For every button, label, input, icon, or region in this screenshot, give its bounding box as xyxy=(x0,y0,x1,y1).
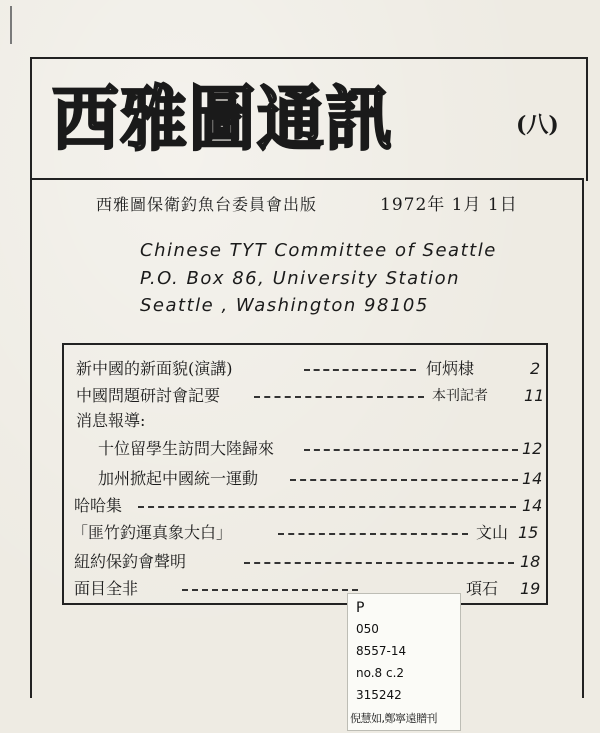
call-number-line: 050 xyxy=(356,622,379,636)
toc-entry-title: 加州掀起中國統一運動 xyxy=(98,469,259,488)
toc-entry-author: 項石 xyxy=(466,579,499,598)
page-frame-right xyxy=(582,178,584,698)
toc-entry-page: 15 xyxy=(518,523,539,542)
leader-dashes xyxy=(304,369,416,371)
call-number-line: 315242 xyxy=(356,688,402,702)
toc-entry-author: 本刊記者 xyxy=(432,388,488,404)
call-number-line: P xyxy=(356,600,365,616)
toc-entry-title: 「匪竹釣運真象大白」 xyxy=(72,523,233,542)
toc-entry-page: 11 xyxy=(524,386,545,405)
toc-entry-title: 面目全非 xyxy=(74,579,139,598)
toc-entry-title: 紐約保釣會聲明 xyxy=(74,552,187,571)
issue-number: (八) xyxy=(516,112,559,138)
staple-mark xyxy=(10,6,16,44)
toc-entry-title: 哈哈集 xyxy=(74,496,123,515)
masthead-title: 西雅圖通訊 xyxy=(52,77,394,160)
leader-dashes xyxy=(138,506,516,508)
publication-date: 1972年 1月 1日 xyxy=(380,195,518,215)
page-frame-left xyxy=(30,178,32,698)
toc-entry-page: 2 xyxy=(530,359,541,378)
leader-dashes xyxy=(304,449,518,451)
toc-entry-title: 消息報導: xyxy=(76,411,146,430)
leader-dashes xyxy=(254,396,424,398)
table-of-contents xyxy=(62,343,548,605)
toc-entry-page: 14 xyxy=(522,496,543,515)
masthead-divider xyxy=(30,178,584,180)
toc-entry-page: 19 xyxy=(520,579,541,598)
toc-entry-page: 12 xyxy=(522,439,543,458)
call-number-line: no.8 c.2 xyxy=(356,666,405,680)
address-line-2: P.O. Box 86, University Station xyxy=(140,268,461,289)
leader-dashes xyxy=(182,589,358,591)
toc-entry-author: 何炳棣 xyxy=(426,359,475,378)
leader-dashes xyxy=(244,562,514,564)
library-call-number-label xyxy=(347,593,461,731)
toc-entry-page: 14 xyxy=(522,469,543,488)
call-number-line: 8557-14 xyxy=(356,644,407,658)
toc-entry-title: 中國問題研討會記要 xyxy=(76,386,221,405)
leader-dashes xyxy=(290,479,518,481)
leader-dashes xyxy=(278,533,468,535)
address-line-1: Chinese TYT Committee of Seattle xyxy=(140,240,497,261)
donor-note: 倪慧如,鄭寧遠贈刊 xyxy=(350,712,437,725)
address-line-3: Seattle , Washington 98105 xyxy=(140,295,429,316)
publisher-line: 西雅圖保衛釣魚台委員會出版 xyxy=(96,195,318,214)
toc-entry-title: 新中國的新面貌(演講) xyxy=(76,359,233,378)
toc-entry-page: 18 xyxy=(520,552,541,571)
toc-entry-author: 文山 xyxy=(476,523,509,542)
toc-entry-title: 十位留學生訪問大陸歸來 xyxy=(98,439,275,458)
